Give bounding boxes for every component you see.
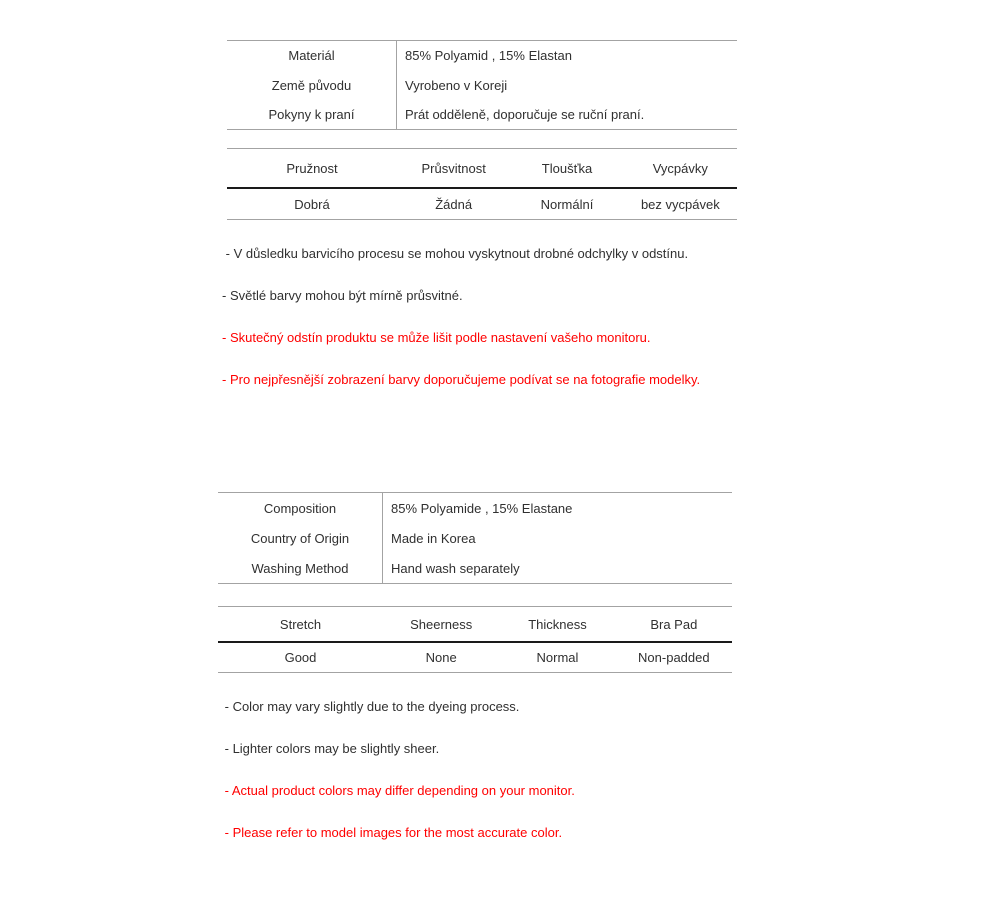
table-row	[218, 493, 732, 523]
detail-label: Washing Method	[218, 553, 383, 583]
details-table-czech	[227, 40, 737, 130]
spec-value-cell: None	[425, 650, 457, 666]
details-table-english	[218, 492, 732, 584]
note-line: - Color may vary slightly due to the dyeing process.	[221, 699, 520, 715]
spec-header-cell: Pružnost	[286, 160, 338, 176]
note-line-warning: - Skutečný odstín produktu se může lišit podle nastavení vašeho monitoru.	[222, 330, 651, 346]
detail-label: Composition	[218, 493, 383, 523]
detail-value: Hand wash separately	[391, 560, 520, 576]
specs-value-row	[227, 189, 737, 219]
table-row	[227, 70, 737, 99]
spec-header-cell: Sheerness	[410, 616, 473, 632]
detail-value: 85% Polyamid , 15% Elastan	[405, 48, 572, 64]
table-row	[227, 41, 737, 70]
spec-value-cell: Dobrá	[294, 196, 330, 212]
spec-header-cell: Tloušťka	[541, 160, 593, 176]
table-row	[218, 553, 732, 583]
table-row	[218, 523, 732, 553]
spec-header-cell: Stretch	[279, 616, 322, 632]
spec-value-cell: Good	[284, 650, 317, 666]
detail-value: 85% Polyamide , 15% Elastane	[391, 500, 573, 516]
detail-label: Země původu	[227, 70, 397, 99]
detail-value: Vyrobeno v Koreji	[405, 77, 508, 93]
specs-header-row	[227, 149, 737, 189]
specs-header-row	[218, 607, 732, 643]
table-row	[227, 100, 737, 129]
spec-header-cell: Bra Pad	[650, 616, 698, 632]
spec-value-cell: bez vycpávek	[640, 196, 720, 212]
specs-table-english	[218, 606, 732, 673]
spec-header-cell: Průsvitnost	[421, 160, 486, 176]
spec-header-cell: Thickness	[528, 616, 587, 632]
notes-english	[221, 699, 1000, 841]
specs-table-czech	[227, 148, 737, 220]
detail-value: Made in Korea	[391, 530, 476, 546]
detail-label: Country of Origin	[218, 523, 383, 553]
specs-value-row	[218, 643, 732, 672]
section-english	[0, 414, 1000, 841]
detail-value: Prát odděleně, doporučuje se ruční praní.	[405, 106, 645, 122]
note-line: - V důsledku barvicího procesu se mohou vyskytnout drobné odchylky v odstínu.	[222, 246, 689, 262]
note-line-warning: - Actual product colors may differ depending on your monitor.	[221, 783, 575, 799]
spec-value-cell: Non-padded	[638, 650, 710, 666]
note-line: - Světlé barvy mohou být mírně průsvitné.	[222, 288, 463, 304]
notes-czech	[222, 246, 1000, 388]
spec-value-cell: Žádná	[435, 196, 473, 212]
product-info-page	[0, 40, 1000, 841]
section-czech	[0, 40, 1000, 388]
spec-value-cell: Normální	[540, 196, 594, 212]
spec-header-cell: Vycpávky	[652, 160, 708, 176]
note-line: - Lighter colors may be slightly sheer.	[221, 741, 440, 757]
note-line-warning: - Pro nejpřesnější zobrazení barvy doporučujeme podívat se na fotografie modelky.	[222, 372, 701, 388]
spec-value-cell: Normal	[536, 650, 579, 666]
note-line-warning: - Please refer to model images for the most accurate color.	[221, 825, 563, 841]
detail-label: Materiál	[227, 41, 397, 70]
detail-label: Pokyny k praní	[227, 100, 397, 129]
